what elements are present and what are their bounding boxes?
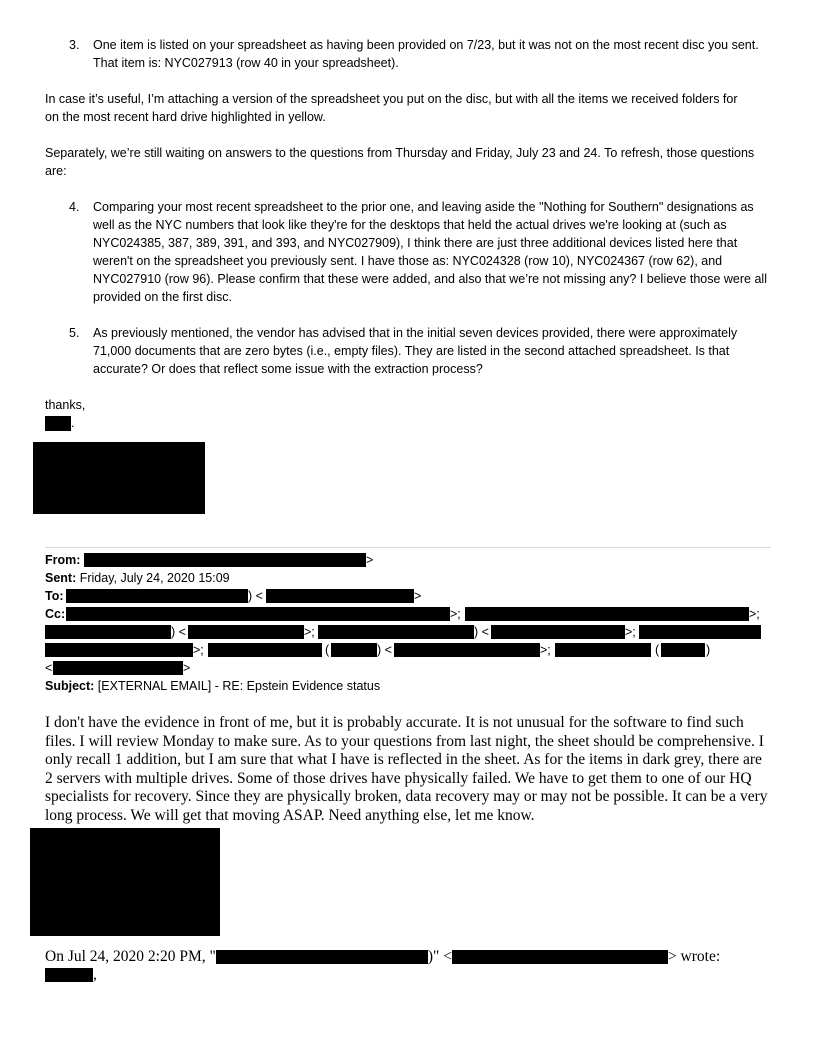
redaction-block	[555, 643, 651, 657]
cc-label: Cc:	[45, 607, 66, 621]
redaction-block	[53, 661, 183, 675]
header-subject	[45, 677, 380, 695]
redaction-block	[188, 625, 304, 639]
list-item-4	[69, 198, 769, 306]
redaction-block	[33, 442, 205, 514]
cc-separator: (	[655, 643, 660, 657]
signoff-period: .	[71, 416, 75, 430]
cc-separator: )	[706, 643, 711, 657]
redaction-block	[452, 950, 668, 964]
quote-mid: )" <	[427, 948, 452, 965]
quote-suffix: > wrote:	[667, 948, 721, 965]
paragraph-attachment: In case it’s useful, I’m attaching a version of the spreadsheet you put on the disc, but with all the items we received folders for on the most recent hard drive highlighted in yellow.	[45, 92, 738, 124]
sent-value: Friday, July 24, 2020 15:09	[79, 571, 230, 585]
list-item-3	[69, 36, 769, 72]
from-label: From:	[45, 553, 81, 567]
list-item-text: As previously mentioned, the vendor has advised that in the initial seven devices provided, there were approximately 71,000 documents that are zero bytes (i.e., empty files). They are listed in the second attached spreadsheet. Is that accurate? Or does that reflect some issue with the extraction process?	[93, 326, 738, 376]
redaction-block	[394, 643, 540, 657]
reply-body: I don't have the evidence in front of me, but it is probably accurate. It is not unusual for the software to find such files. I will review Monday to make sure. As to your questions from last night, the sheet should be comprehensive. I only recall 1 addition, but I am sure that what I have is reflected in the sheet. As for the items in dark grey, there are 2 servers with multiple drives. Some of those drives have physically failed. We have to get them to one of our HQ specialists for recovery. Since they are physically broken, data recovery may or may not be possible. It can be a very long process. We will get that moving ASAP. Need anything else, let me know.	[45, 714, 768, 824]
redaction-block	[66, 589, 248, 603]
to-label: To:	[45, 589, 64, 603]
redaction-block	[45, 625, 171, 639]
cc-separator: >;	[304, 625, 315, 639]
cc-separator: <	[45, 661, 53, 675]
signoff: thanks,	[45, 398, 86, 412]
redaction-block	[465, 607, 749, 621]
redaction-block	[266, 589, 414, 603]
quote-trail-comma: ,	[93, 966, 97, 983]
cc-separator: >;	[625, 625, 636, 639]
list-number: 5.	[69, 326, 80, 340]
cc-separator: >;	[193, 643, 204, 657]
cc-separator: ) <	[474, 625, 489, 639]
redaction-block	[208, 643, 322, 657]
list-item-text: One item is listed on your spreadsheet as having been provided on 7/23, but it was not on the most recent disc you sent. That item is: NYC027913 (row 40 in your spreadsheet).	[93, 38, 759, 70]
sent-label: Sent:	[45, 571, 77, 585]
to-mid: ) <	[248, 589, 263, 603]
from-suffix: >	[366, 553, 374, 567]
redaction-block	[30, 828, 220, 936]
redaction-block	[66, 607, 450, 621]
subject-value: [EXTERNAL EMAIL] - RE: Epstein Evidence status	[97, 679, 381, 693]
cc-separator: >	[183, 661, 191, 675]
to-end: >	[414, 589, 422, 603]
redaction-block	[661, 643, 705, 657]
list-item-5	[69, 324, 769, 378]
redaction-block	[84, 553, 366, 567]
header-from	[45, 551, 80, 569]
redaction-block	[318, 625, 474, 639]
redaction-block	[45, 416, 71, 431]
redaction-block	[45, 968, 93, 982]
list-item-text: Comparing your most recent spreadsheet to the prior one, and leaving aside the "Nothing for Southern" designations as well as the NYC numbers that look like they're for the desktops that held the actual drives we're looking at (such as NYC024385, 387, 389, 391, and 393, and NYC027909), I think there are just three additional devices listed here that weren't on the spreadsheet you previously sent. I have those as: NYC024328 (row 10), NYC024367 (row 62), and NYC027910 (row 96). Please confirm that these were added, and also that we’re not missing any? I believe those were all provided on the first disc.	[93, 200, 767, 304]
quote-line	[45, 948, 720, 967]
cc-separator: ) <	[171, 625, 186, 639]
redaction-block	[331, 643, 377, 657]
redaction-block	[491, 625, 625, 639]
paragraph-separately: Separately, we’re still waiting on answers to the questions from Thursday and Friday, July 23 and 24. To refresh, those questions are:	[45, 146, 755, 178]
header-sent	[45, 569, 230, 587]
cc-separator: (	[325, 643, 330, 657]
divider	[45, 547, 771, 548]
quote-prefix: On Jul 24, 2020 2:20 PM, "	[45, 948, 216, 965]
header-cc	[45, 605, 65, 623]
list-number: 4.	[69, 200, 80, 214]
redaction-block	[216, 950, 428, 964]
cc-separator: >;	[450, 607, 461, 621]
header-to	[45, 587, 64, 605]
cc-separator: >;	[540, 643, 551, 657]
list-number: 3.	[69, 38, 80, 52]
redaction-block	[45, 643, 193, 657]
cc-separator: ) <	[377, 643, 392, 657]
subject-label: Subject:	[45, 679, 95, 693]
redaction-block	[639, 625, 761, 639]
cc-separator: >;	[749, 607, 760, 621]
